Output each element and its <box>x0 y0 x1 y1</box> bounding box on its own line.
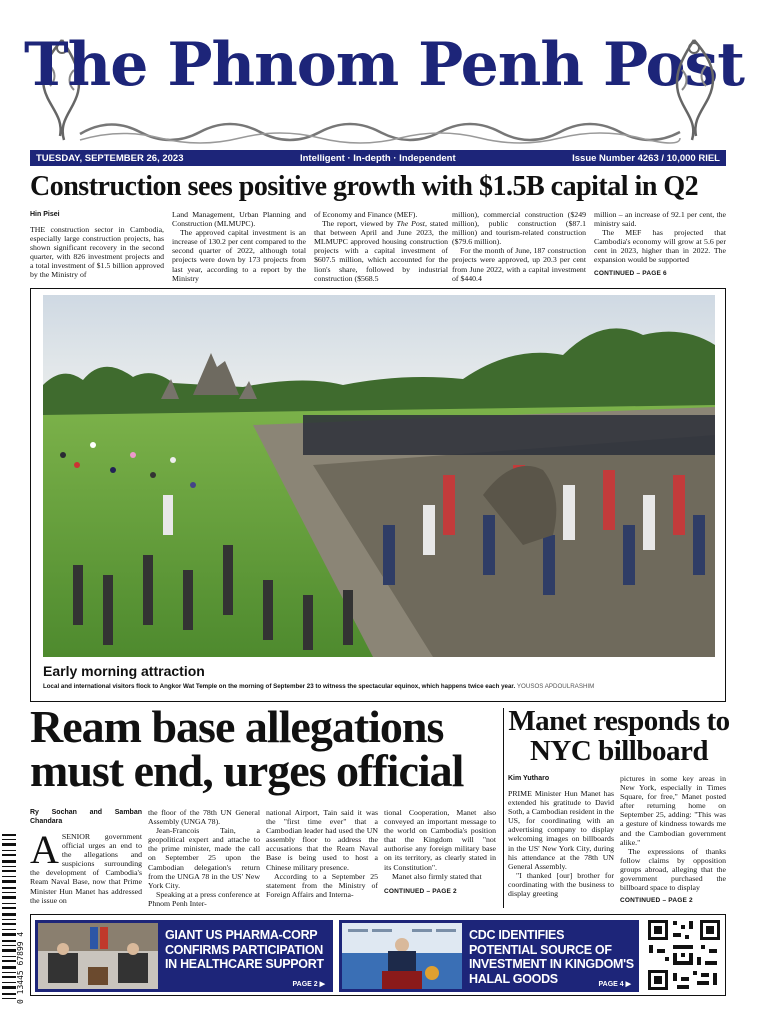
lead-paragraph: The MEF has projected that Cambodia's economy will grow at 5.6 per cent in 2023, higher than in 2022. The expansion would be supported <box>594 228 726 265</box>
meeting-photo-icon <box>38 923 158 989</box>
lead-paragraph: million), commercial construction ($249 million), public construction ($87.1 million) and tourism-related construction ($79.6 million). <box>452 210 586 247</box>
lead-text: , stated that between April and June 2023, the MLMUPC approved housing construction projects with a capital investment of $607.5 million, which accounted for the lion's share, followed by industrial construction ($568.5 <box>314 219 449 283</box>
ream-paragraph: the floor of the 78th UN General Assembly (UNGA 78). <box>148 808 260 827</box>
lead-column-1 <box>30 210 164 286</box>
barcode-icon <box>2 830 24 1006</box>
issue-number: Issue Number 4263 / 10,000 RIEL <box>572 152 720 164</box>
column-divider <box>503 708 504 908</box>
manet-paragraph: pictures in some key areas in New York, especially in Times Square, for free," Manet posted after returning home on September 25, adding: "This was a gesture of kindness towards me and the Cambodian government alike." <box>620 774 726 847</box>
ream-column-4 <box>384 808 496 908</box>
photo-title: Early morning attraction <box>43 663 205 679</box>
lead-text: The report, viewed by <box>322 219 397 229</box>
lead-column-3 <box>314 210 448 286</box>
ream-paragraph: national Airport, Tain said it was the "first time ever" that a Cambodian leader had used the UN assembly floor to address the accusations that the Ream Naval Base is being used to host a Chinese military presence. <box>266 808 378 872</box>
ream-column-3 <box>266 808 378 908</box>
ream-text: SENIOR government official urges an end to the allegations and suspicions surrounding the development of Cambodia's Ream Naval Base, now that Prime Minister Hun Manet has addressed the issue on <box>30 832 142 905</box>
promo-headline: GIANT US PHARMA-CORP CONFIRMS PARTICIPATION IN HEALTHCARE SUPPORT <box>165 928 324 971</box>
masthead-swirl-ornament-icon <box>80 114 680 144</box>
ream-paragraph: Manet also firmly stated that <box>392 871 482 881</box>
dateline-bar <box>30 150 726 166</box>
drop-cap: A <box>30 827 59 872</box>
manet-paragraph: "I thanked [our] brother for coordinating with the business to display greeting <box>508 870 614 899</box>
ream-paragraph: tional Cooperation, Manet also conveyed an important message to the world on Cambodia's position that the Kingdom will "not authorise any foreign military base on its territory, as clearly stated in its Constitution". <box>384 808 496 872</box>
ream-paragraph: According to a September 25 statement from the Ministry of Foreign Affairs and Interna- <box>266 871 378 899</box>
promo-page-link[interactable]: PAGE 2 ▶ <box>292 981 325 988</box>
ream-headline[interactable]: Ream base allegations must end, urges official <box>30 701 464 796</box>
photo-credit: YOUSOS APDOULRASHIM <box>516 683 595 690</box>
tagline: Intelligent · In-depth · Independent <box>299 152 456 164</box>
photo-illustration <box>43 295 715 657</box>
lead-paragraph: Land Management, Urban Planning and Construction (MLMUPC). <box>172 210 306 229</box>
lead-column-4 <box>452 210 586 286</box>
promo-headline: CDC IDENTIFIES POTENTIAL SOURCE OF INVESTMENT IN KINGDOM'S HALAL GOODS <box>469 928 634 986</box>
masthead <box>0 28 768 146</box>
promo-page-link[interactable]: PAGE 4 ▶ <box>598 981 631 988</box>
lead-paragraph: THE construction sector in Cambodia, especially large construction projects, has shown significant recovery in the second quarter, with 826 investment projects and a total investment of $1.5 billion approved by the Ministry of <box>30 225 164 280</box>
barcode-digits: 0 13445 67899 4 <box>16 931 25 1004</box>
lead-byline: Hin Pisei <box>30 211 60 218</box>
manet-paragraph: PRIME Minister Hun Manet has extended his gratitude to David Soth, a Cambodian resident in the US, for coordinating with an advertising company to display welcoming images on billboards in the US' New York City, during his attendance at the 78th UN General Assembly. <box>508 789 614 871</box>
manet-paragraph: The expressions of thanks follow claims by opposition groups abroad, alleging that the government purchased the billboard space to display <box>620 846 726 893</box>
ream-byline: Ry Sochan and Samban Chandara <box>30 809 142 825</box>
lead-continued-link[interactable]: CONTINUED – PAGE 6 <box>594 269 667 277</box>
qr-code-icon[interactable] <box>645 917 723 993</box>
ream-paragraph <box>30 827 142 905</box>
photo-caption <box>43 683 594 690</box>
lead-paragraph: million – an increase of 92.1 per cent, the ministry said. <box>594 210 726 229</box>
manet-continued-link[interactable]: CONTINUED – PAGE 2 <box>620 897 693 905</box>
ream-paragraph: Speaking at a press conference at Phnom Penh Inter- <box>148 889 260 908</box>
lead-column-5 <box>594 210 726 286</box>
promo-pharma[interactable] <box>35 920 333 992</box>
ream-column-2 <box>148 808 260 908</box>
manet-byline: Kim Yutharo <box>508 775 550 782</box>
manet-column-2 <box>620 774 726 908</box>
promo-thumbnail <box>342 923 462 989</box>
lead-headline[interactable]: Construction sees positive growth with $1.5B capital in Q2 <box>30 171 699 202</box>
lead-paragraph: of Economy and Finance (MEF). <box>314 210 418 219</box>
ream-continued-link[interactable]: CONTINUED – PAGE 2 <box>384 887 457 895</box>
lead-column-2 <box>172 210 306 286</box>
lead-paragraph: The approved capital investment is an increase of 130.2 per cent compared to the second quarter of 2022, although total projects were down by 173 projects from last year, according to a report by the Ministry <box>172 228 306 283</box>
publication-name: The Post <box>396 219 425 229</box>
angkor-wat-photo[interactable] <box>43 295 715 657</box>
naga-ornament-right-icon <box>666 36 722 146</box>
lead-paragraph <box>314 219 448 283</box>
manet-headline[interactable]: Manet responds to NYC billboard <box>508 705 730 767</box>
caption-text: Local and international visitors flock to Angkor Wat Temple on the morning of September 23 to witness the spectacular equinox, which happens twice each year. <box>43 683 516 690</box>
feature-photo-box <box>30 288 726 702</box>
ream-paragraph: Jean-Francois Tain, a geopolitical expert and attache to the prime minister, made the call on September 25 upon the Cambodian delegation's return from the UNGA 78 in the US' New York City. <box>148 826 260 890</box>
newspaper-title[interactable]: The Phnom Penh Post <box>24 30 744 100</box>
manet-column-1 <box>508 774 614 908</box>
issue-date: TUESDAY, SEPTEMBER 26, 2023 <box>36 152 184 164</box>
speaker-photo-icon <box>342 923 462 989</box>
promo-thumbnail <box>38 923 158 989</box>
promo-band <box>30 914 726 996</box>
ream-column-1 <box>30 808 142 908</box>
promo-halal[interactable] <box>339 920 639 992</box>
lead-paragraph: For the month of June, 187 construction projects were approved, up 20.3 per cent from June 2022, with a capital investment of $440.4 <box>452 246 586 283</box>
